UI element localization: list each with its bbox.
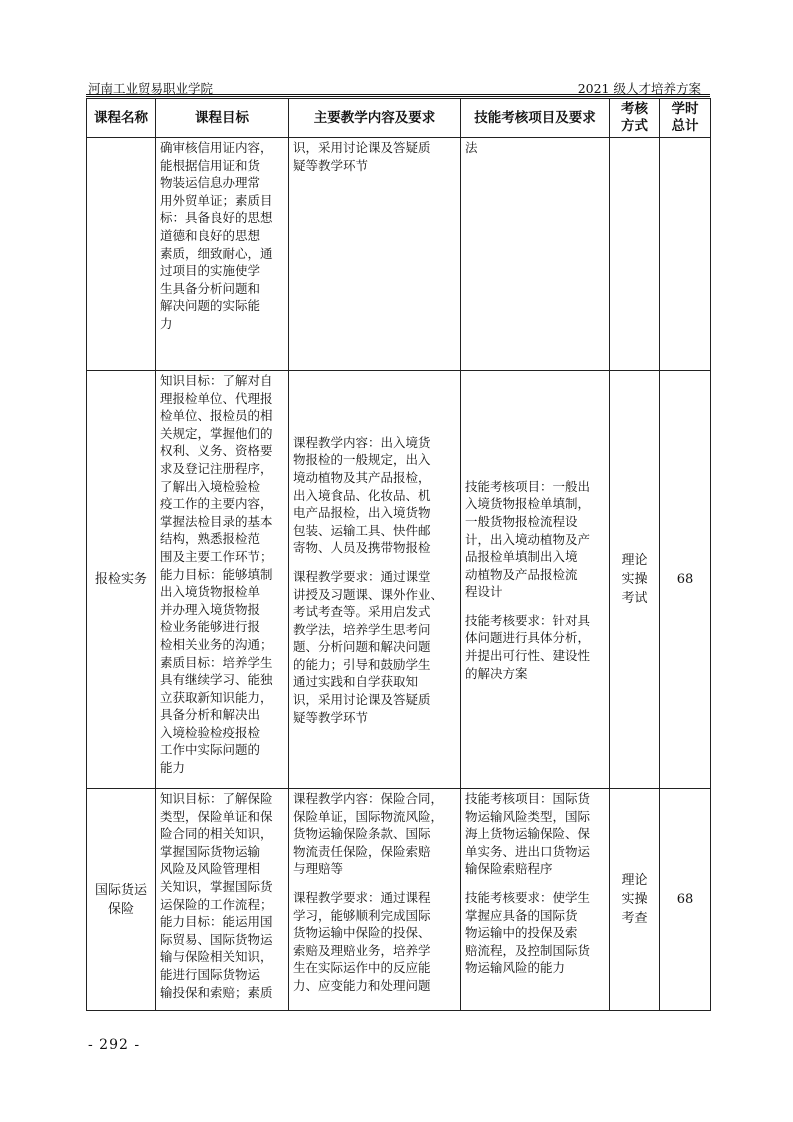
header-institution: 河南工业贸易职业学院 [88,81,214,96]
column-header-course-goal: 课程目标 [156,99,289,138]
column-header-total-hours: 学时 总计 [660,99,711,138]
total-hours-cell: 68 [660,789,711,1011]
table-row [87,371,711,789]
course-name-cell: 报检实务 [87,371,156,789]
teaching-content-cell: 课程教学内容：保险合同， 保险单证，国际物流风险， 货物运输保险条款、国际 物流责任保险，保险索赔 与理赔等 课程教学要求：通过课程 学习，能够顺利完成国际 货物运输中保险的投保、 索赔及理赔业务，培养学 生在实际运作中的反应能 力、应变能力和处理问题 [289,789,461,1011]
table-header-row [87,99,711,138]
table-row [87,138,711,371]
table-row [87,789,711,1011]
course-name-cell [87,138,156,371]
teaching-content-cell: 识，采用讨论课及答疑质 疑等教学环节 [289,138,461,371]
course-goal-cell: 确审核信用证内容， 能根据信用证和货 物装运信息办理常 用外贸单证；素质目 标：具备良好的思想 道德和良好的思想 素质，细致耐心，通 过项目的实施使学 生具备分析问题和 解决问题的实际能 力 [156,138,289,371]
header-rule-top [86,94,710,95]
column-header-assessment-method: 考核 方式 [610,99,660,138]
skill-assessment-cell: 技能考核项目：一般出 入境货物报检单填制， 一般货物报检流程设 计，出入境动植物及产 品报检单填制出入境 动植物及产品报检流 程设计 技能考核要求：针对具 体问题进行具体分析， 并提出可行性、建设性 的解决方案 [461,371,610,789]
column-header-teaching-content: 主要教学内容及要求 [289,99,461,138]
skill-assessment-cell: 法 [461,138,610,371]
column-header-course-name: 课程名称 [87,99,156,138]
header-rule-bottom [86,96,710,97]
course-goal-cell: 知识目标：了解保险 类型，保险单证和保 险合同的相关知识， 掌握国际货物运输 风险及风险管理相 关知识，掌握国际货 运保险的工作流程； 能力目标：能运用国 际贸易、国际货物运 输与保险相关知识， 能进行国际货物运 输投保和索赔；素质 [156,789,289,1011]
teaching-content-cell: 课程教学内容：出入境货 物报检的一般规定，出入 境动植物及其产品报检， 出入境食品、化妆品、机 电产品报检，出入境货物 包装、运输工具、快件邮 寄物、人员及携带物报检 课程教学要求：通过课堂 讲授及习题课、课外作业、 考试考查等。采用启发式 教学法，培养学生思考问 题、分析问题和解决问题 的能力；引导和鼓励学生 通过实践和自学获取知 识，采用讨论课及答疑质 疑等教学环节 [289,371,461,789]
course-name-cell: 国际货运 保险 [87,789,156,1011]
total-hours-cell [660,138,711,371]
column-header-skill-assessment: 技能考核项目及要求 [461,99,610,138]
total-hours-cell: 68 [660,371,711,789]
curriculum-table [86,98,711,1011]
assessment-method-cell: 理论 实操 考试 [610,371,660,789]
assessment-method-cell [610,138,660,371]
page-number: - 292 - [88,1037,141,1053]
skill-assessment-cell: 技能考核项目：国际货 物运输风险类型，国际 海上货物运输保险、保 单实务、进出口货物运 输保险索赔程序 技能考核要求：使学生 掌握应具备的国际货 物运输中的投保及索 赔流程，及控制国际货 物运输风险的能力 [461,789,610,1011]
assessment-method-cell: 理论 实操 考查 [610,789,660,1011]
course-goal-cell: 知识目标：了解对自 理报检单位、代理报 检单位、报检员的相 关规定，掌握他们的 权利、义务、资格要 求及登记注册程序， 了解出入境检验检 疫工作的主要内容， 掌握法检目录的基本 结构，熟悉报检范 围及主要工作环节； 能力目标：能够填制 出入境货物报检单 并办理入境货物报 检业务能够进行报 检相关业务的沟通； 素质目标：培养学生 具有继续学习、能独 立获取新知识能力， 具备分析和解决出 入境检验检疫报检 工作中实际问题的 能力 [156,371,289,789]
header-plan-title: 2021 级人才培养方案 [577,81,701,96]
